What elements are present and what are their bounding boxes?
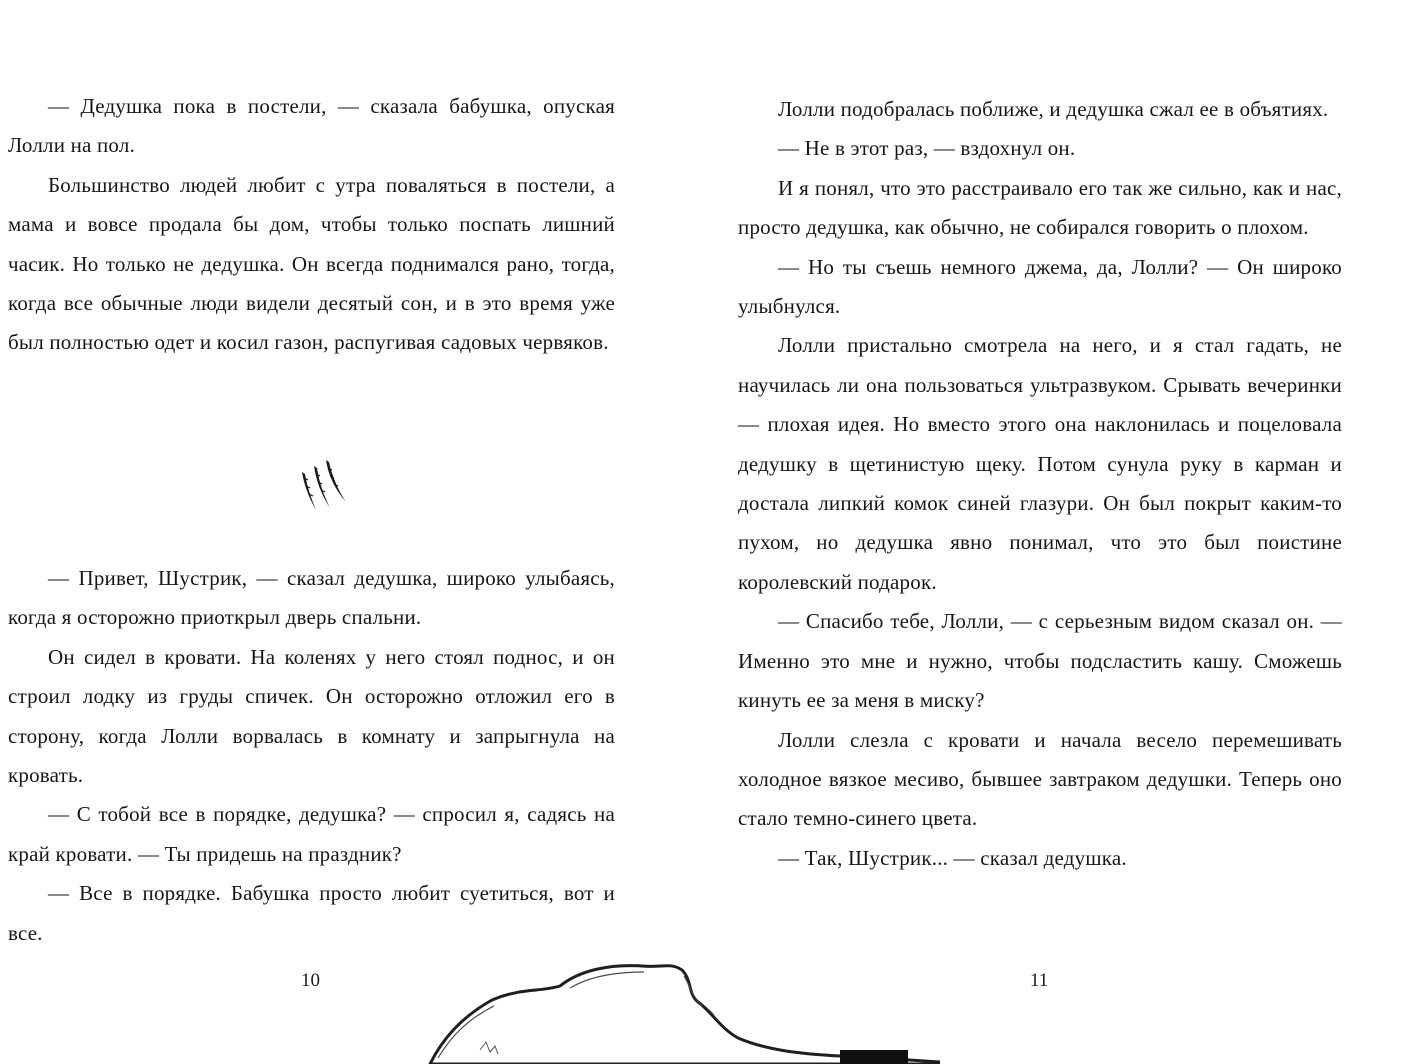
paragraph: Он сидел в кровати. На коленях у него стоял поднос, и он строил лодку из груды спичек. Он осторожно отложил его в сторону, когда Лолли ворвалась в комнату и запрыгнула на кровать. [8,644,615,788]
paragraph: — Привет, Шустрик, — сказал дедушка, широко улыбаясь, когда я осторожно приоткрыл дверь спальни. [8,566,615,630]
paragraph: — С тобой все в порядке, дедушка? — спросил я, садясь на край кровати. — Ты придешь на праздник? [8,802,615,866]
left-page [8,0,615,1064]
paragraph: Лолли пристально смотрела на него, и я стал гадать, не научилась ли она пользоваться ультразвуком. Срывать вечеринки — плохая идея. Но вместо этого она наклонилась и поцеловала дедушку в щетинистую щеку. Потом сунула руку в карман и достала липкий комок синей глазури. Он был покрыт каким-то пухом, но дедушка явно понимал, что это был поистине королевский подарок. [738,333,1342,594]
paragraph: — Не в этот раз, — вздохнул он. [778,136,1076,161]
claw-marks-icon [288,456,352,520]
paragraph: Лолли подобралась поближе, и дедушка сжал ее в объятиях. [778,97,1329,121]
paragraph: — Так, Шустрик... — сказал дедушка. [778,845,1127,870]
left-bottom-text [8,559,615,953]
right-text [738,90,1342,878]
paragraph: — Спасибо тебе, Лолли, — с серьезным видом сказал он. — Именно это мне и нужно, чтобы подсластить кашу. Сможешь кинуть ее за меня в миску? [738,609,1342,713]
paragraph: Лолли слезла с кровати и начала весело перемешивать холодное вязкое месиво, бывшее завтраком дедушки. Теперь оно стало темно-синего цвета. [738,727,1342,831]
right-page [738,0,1342,1064]
page-number: 10 [301,970,320,991]
paragraph: — Все в порядке. Бабушка просто любит суетиться, вот и все. [8,881,615,945]
page-number: 11 [1030,970,1049,991]
paragraph: — Дедушка пока в постели, — сказала бабушка, опуская Лолли на пол. [8,94,615,158]
paragraph: Большинство людей любит с утра поваляться в постели, а мама и вовсе продала бы дом, чтобы только поспать лишний часик. Но только не дедушка. Он всегда поднимался рано, тогда, когда все обычные люди видели десятый сон, и в это время уже был полностью одет и косил газон, распугивая садовых червяков. [8,172,615,355]
torn-paper-illustration [420,950,940,1064]
paragraph: И я понял, что это расстраивало его так же сильно, как и нас, просто дедушка, как обычно, не собирался говорить о плохом. [738,175,1342,240]
left-top-text [8,87,615,363]
paragraph: — Но ты съешь немного джема, да, Лолли? — Он широко улыбнулся. [738,254,1342,319]
